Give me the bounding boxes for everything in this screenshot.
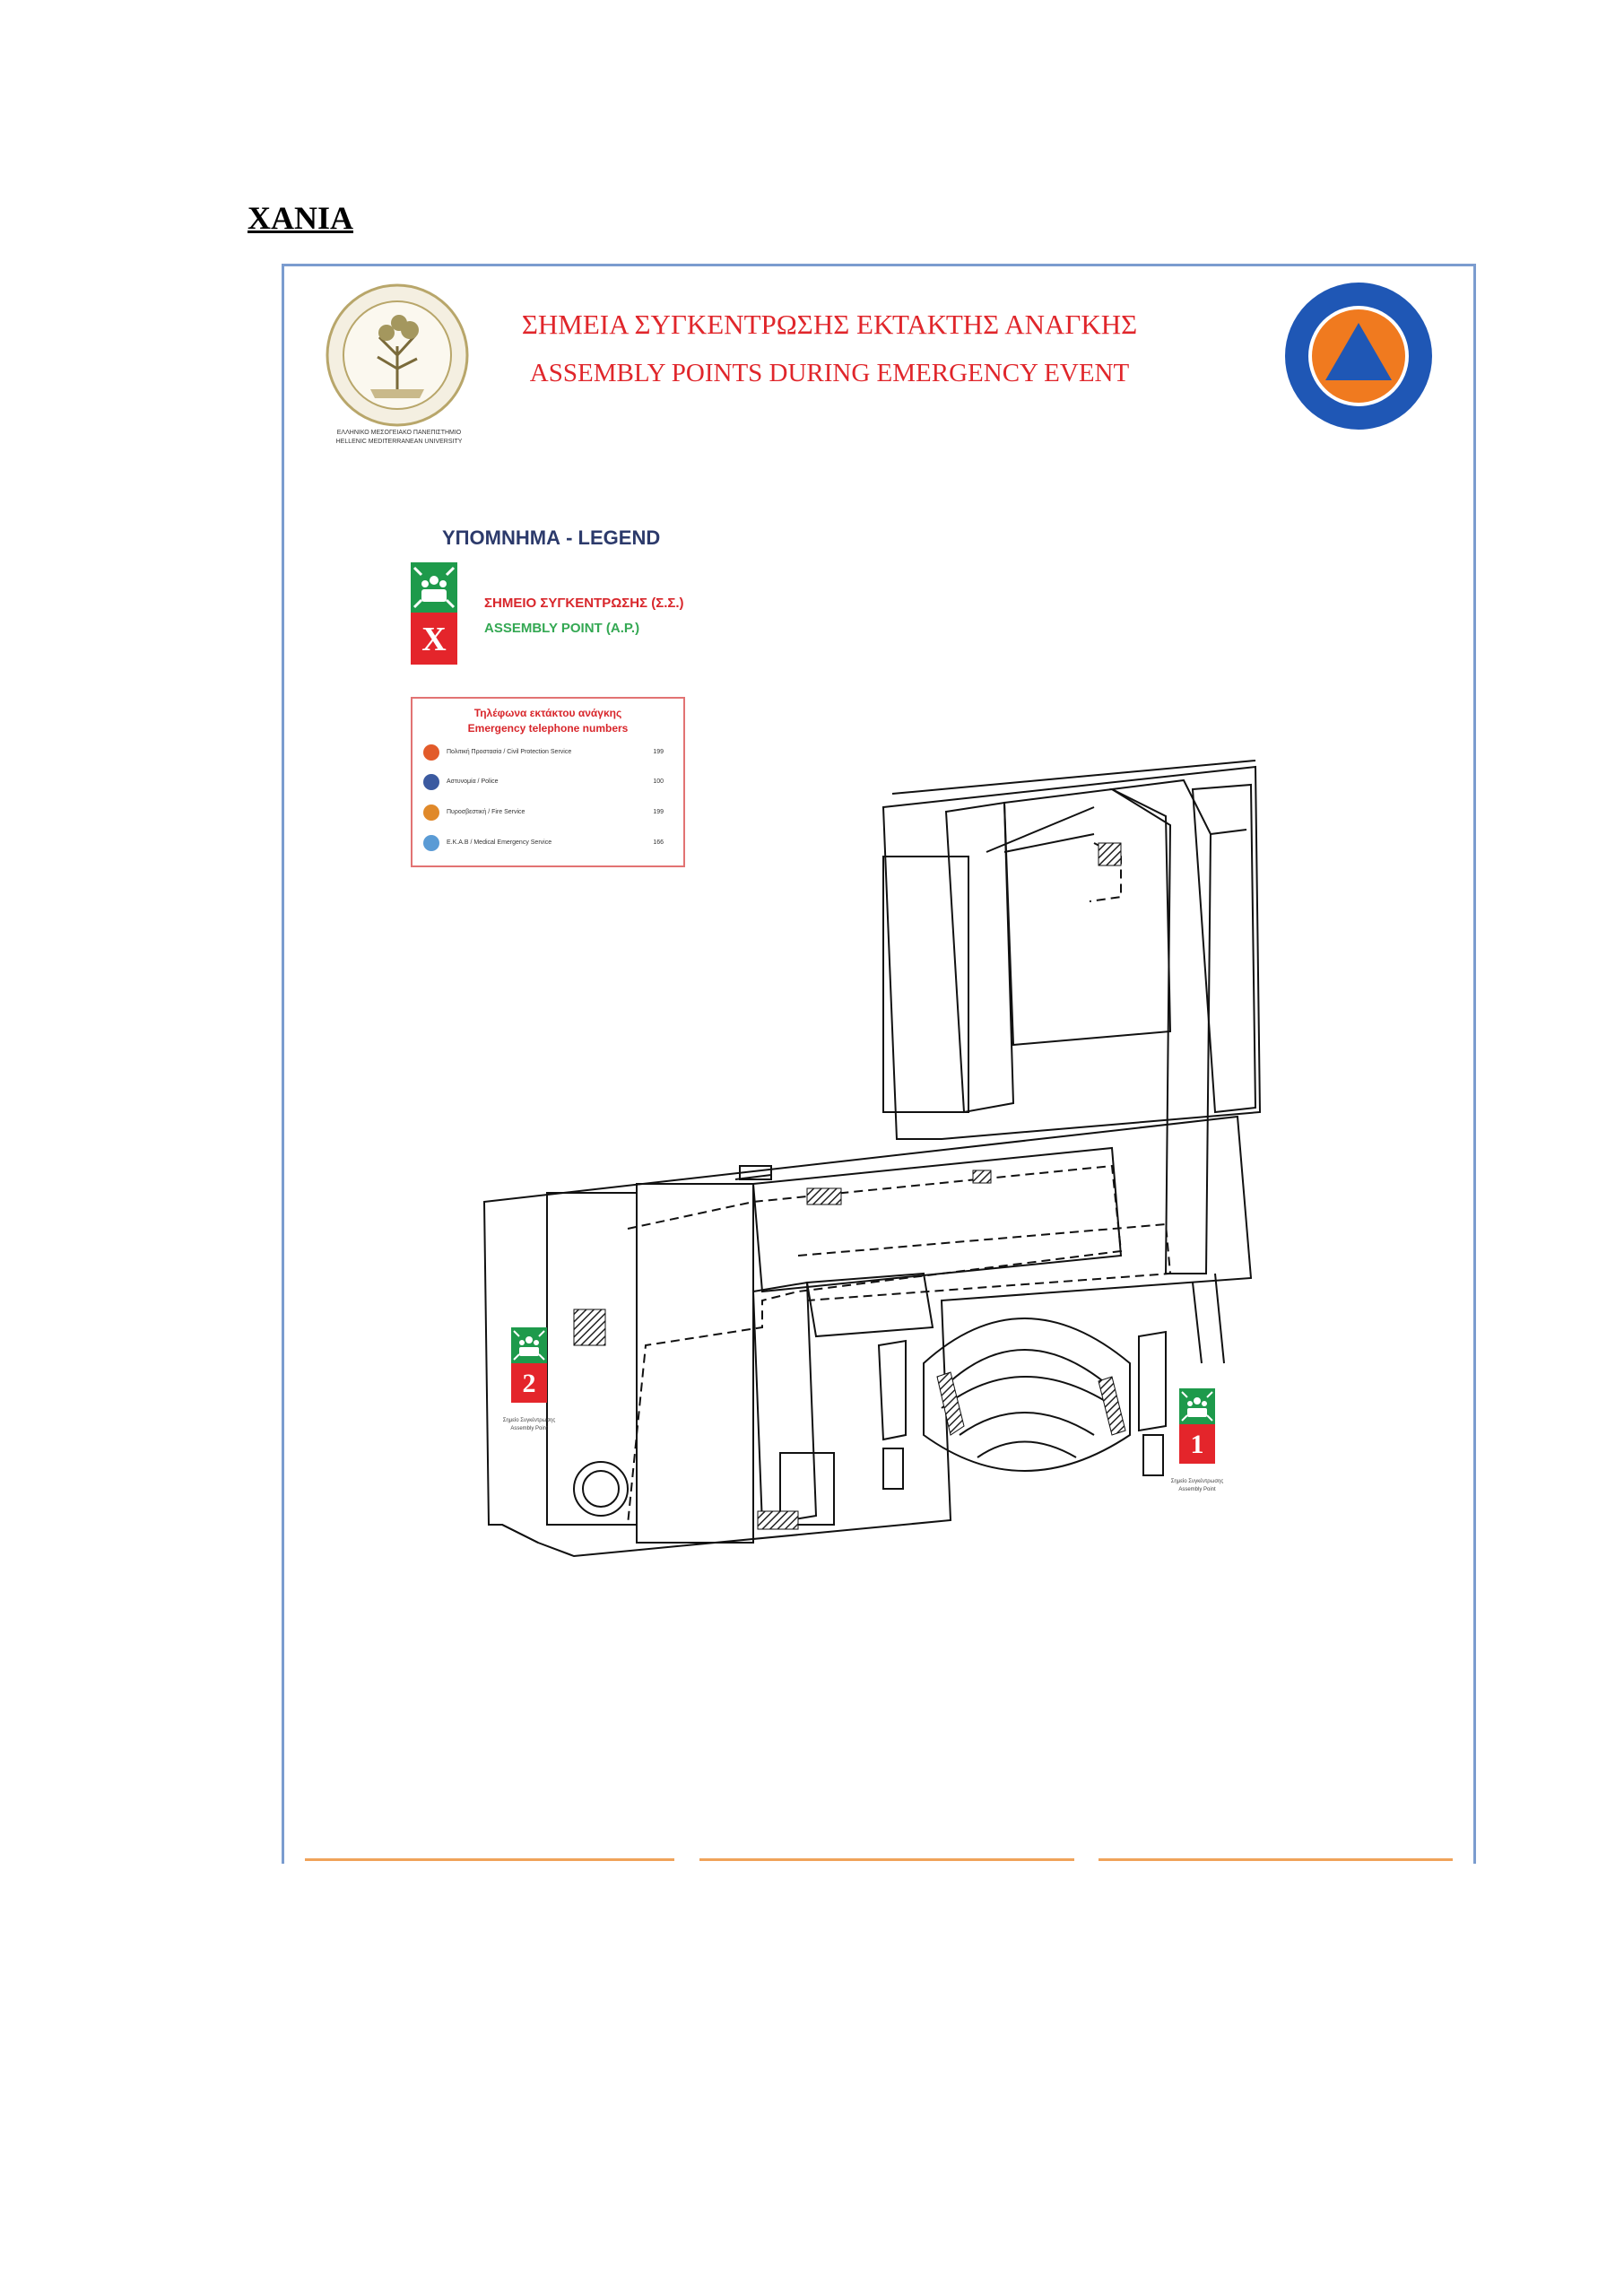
assembly-people-icon: [511, 1327, 547, 1363]
phone-label: Ε.Κ.Α.Β / Medical Emergency Service: [447, 839, 552, 846]
assembly-people-icon: [1179, 1388, 1215, 1424]
caption-en: Assembly Point: [1178, 1487, 1216, 1492]
assembly-point-1-sign: [1179, 1388, 1215, 1464]
phone-number: 100: [653, 778, 664, 785]
footer-line-right: [1099, 1858, 1453, 1861]
phones-title-en: Emergency telephone numbers: [467, 722, 629, 735]
footer-line-left: [305, 1858, 674, 1861]
phone-label: Αστυνομία / Police: [447, 778, 499, 785]
university-caption-gr: ΕΛΛΗΝΙΚΟ ΜΕΣΟΓΕΙΑΚΟ ΠΑΝΕΠΙΣΤΗΜΙΟ: [336, 430, 462, 436]
caption-en: Assembly Point: [510, 1426, 548, 1431]
title-english: ASSEMBLY POINTS DURING EMERGENCY EVENT: [529, 359, 1130, 387]
legend-sign-label: X: [411, 613, 457, 665]
assembly-point-2-sign: [511, 1327, 547, 1403]
phone-label: Πολιτική Προστασία / Civil Protection Service: [447, 749, 572, 755]
legend-assembly-en: ASSEMBLY POINT (A.P.): [484, 621, 640, 636]
phone-number: 199: [653, 809, 664, 815]
legend-assembly-gr: ΣΗΜΕΙΟ ΣΥΓΚΕΝΤΡΩΣΗΣ (Σ.Σ.): [484, 596, 684, 611]
phone-number: 166: [653, 839, 664, 846]
phone-label: Πυροσβεστική / Fire Service: [447, 809, 525, 815]
page-heading: ΧΑΝΙΑ: [248, 200, 354, 236]
caption-gr: Σημείο Συγκέντρωσης: [1170, 1479, 1224, 1484]
phone-number: 199: [653, 749, 664, 755]
caption-gr: Σημείο Συγκέντρωσης: [502, 1418, 556, 1423]
title-greek: ΣΗΜΕΙΑ ΣΥΓΚΕΝΤΡΩΣΗΣ ΕΚΤΑΚΤΗΣ ΑΝΑΓΚΗΣ: [521, 309, 1138, 340]
assembly-point-1-number: 1: [1179, 1424, 1215, 1464]
phones-title-gr: Τηλέφωνα εκτάκτου ανάγκης: [473, 707, 622, 719]
university-caption-en: HELLENIC MEDITERRANEAN UNIVERSITY: [335, 439, 463, 445]
assembly-point-2-caption: [489, 1417, 569, 1433]
assembly-point-1-caption: [1157, 1478, 1238, 1494]
legend-title: ΥΠΟΜΝΗΜΑ - LEGEND: [442, 526, 661, 549]
footer-line-middle: [699, 1858, 1074, 1861]
assembly-point-2-number: 2: [511, 1363, 547, 1403]
